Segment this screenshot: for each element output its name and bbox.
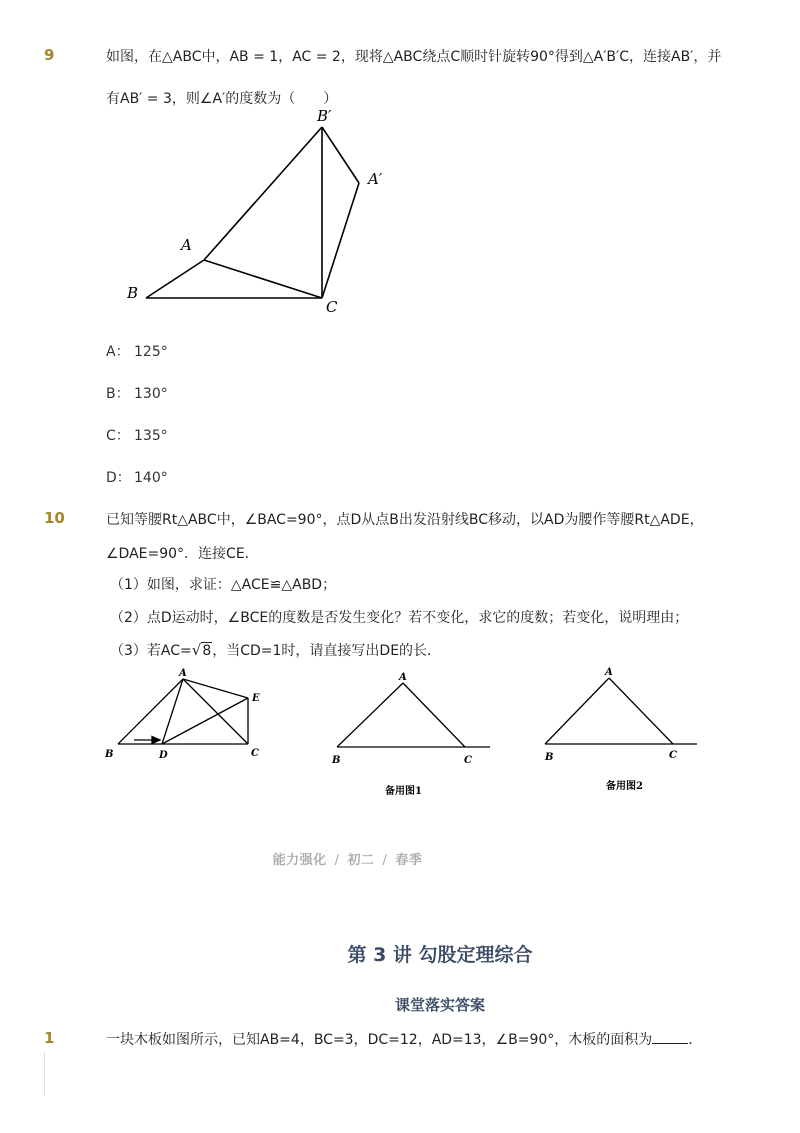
label-b: B <box>332 755 341 766</box>
option-label: D： <box>106 470 131 486</box>
option-a[interactable] <box>106 341 168 361</box>
sub-question-2: （2）点D运动时，∠BCE的度数是否发生变化？若不变化，求它的度数；若变化，说明理由； <box>110 610 689 626</box>
main-figure <box>100 664 270 764</box>
label-a: A <box>605 667 613 678</box>
rotation-figure <box>110 105 400 320</box>
label-e: E <box>252 693 260 704</box>
label-c: C <box>464 755 472 766</box>
option-b[interactable] <box>106 383 168 403</box>
label-b: B <box>127 284 139 302</box>
footer-term: 春季 <box>395 853 423 868</box>
sub-question-3-end: ，当CD=1时，请直接写出DE的长． <box>212 643 442 659</box>
label-b-prime: B′ <box>317 107 332 125</box>
question-number: 1 <box>44 1029 55 1047</box>
option-d[interactable] <box>106 467 168 487</box>
segment-ab <box>118 679 183 744</box>
segment-ac <box>609 678 673 744</box>
question-text-line: 如图，在△ABC中，AB = 1，AC = 2，现将△ABC绕点C顺时针旋转90°得到△A′B′C，连接AB′，并 <box>106 49 722 65</box>
question-number: 10 <box>44 509 65 527</box>
label-c: C <box>669 750 677 761</box>
segment-a-prime-c <box>322 183 359 298</box>
option-value: 125° <box>134 344 168 360</box>
question-text-line: ∠DAE=90°．连接CE． <box>106 546 259 562</box>
footer-separator: / <box>334 853 340 868</box>
answer-blank <box>652 1031 688 1044</box>
question-text: 一块木板如图所示，已知AB=4，BC=3，DC=12，AD=13，∠B=90°，木板的面积为 <box>106 1032 653 1048</box>
option-c[interactable] <box>106 425 168 445</box>
label-c: C <box>251 748 259 759</box>
figure-caption: 备用图1 <box>385 786 422 797</box>
segment-ab <box>545 678 609 744</box>
segment-ab-prime <box>204 127 322 260</box>
question-text-line: 已知等腰Rt△ABC中，∠BAC=90°，点D从点B出发沿射线BC移动，以AD为腰作等腰Rt△ADE， <box>106 512 704 528</box>
option-value: 140° <box>134 470 168 486</box>
label-d: D <box>159 750 168 761</box>
label-a-prime: A′ <box>368 170 383 188</box>
segment-ba <box>146 260 204 298</box>
question-text-line <box>106 1029 702 1049</box>
sub-question-3 <box>110 640 441 660</box>
option-label: B： <box>106 386 130 402</box>
page-footer <box>0 849 695 868</box>
segment-ac <box>204 260 322 298</box>
sub-question-3-start: （3）若AC= <box>110 643 192 659</box>
segment-ac <box>403 683 465 747</box>
spare-figure-1 <box>325 665 495 805</box>
label-a: A <box>179 668 187 679</box>
segment-ab <box>337 683 403 747</box>
segment-b-prime-a-prime <box>322 127 359 183</box>
question-text-line: 有AB′ = 3，则∠A′的度数为（ ） <box>106 91 338 107</box>
section-title: 课堂落实答案 <box>394 996 485 1014</box>
sqrt-expression: √8 <box>191 641 212 659</box>
label-c: C <box>326 298 338 316</box>
spare-figure-2 <box>535 662 705 797</box>
option-label: C： <box>106 428 130 444</box>
label-a: A <box>399 672 407 683</box>
footer-separator: / <box>382 853 388 868</box>
sub-question-1: （1）如图，求证：△ACE≌△ABD； <box>110 577 337 593</box>
sqrt-radicand: 8 <box>202 643 212 659</box>
label-a: A <box>181 236 192 254</box>
lesson-title: 第 3 讲 勾股定理综合 <box>347 944 533 966</box>
margin-rule <box>44 1052 45 1096</box>
motion-arrow-head <box>152 737 160 744</box>
footer-grade: 初二 <box>347 853 375 868</box>
option-value: 135° <box>134 428 168 444</box>
label-b: B <box>105 749 114 760</box>
option-value: 130° <box>134 386 168 402</box>
figure-caption: 备用图2 <box>606 781 643 792</box>
label-b: B <box>545 752 554 763</box>
question-number: 9 <box>44 46 55 64</box>
footer-course: 能力强化 <box>272 853 327 868</box>
question-text-tail: ． <box>688 1032 703 1048</box>
option-label: A： <box>106 344 130 360</box>
